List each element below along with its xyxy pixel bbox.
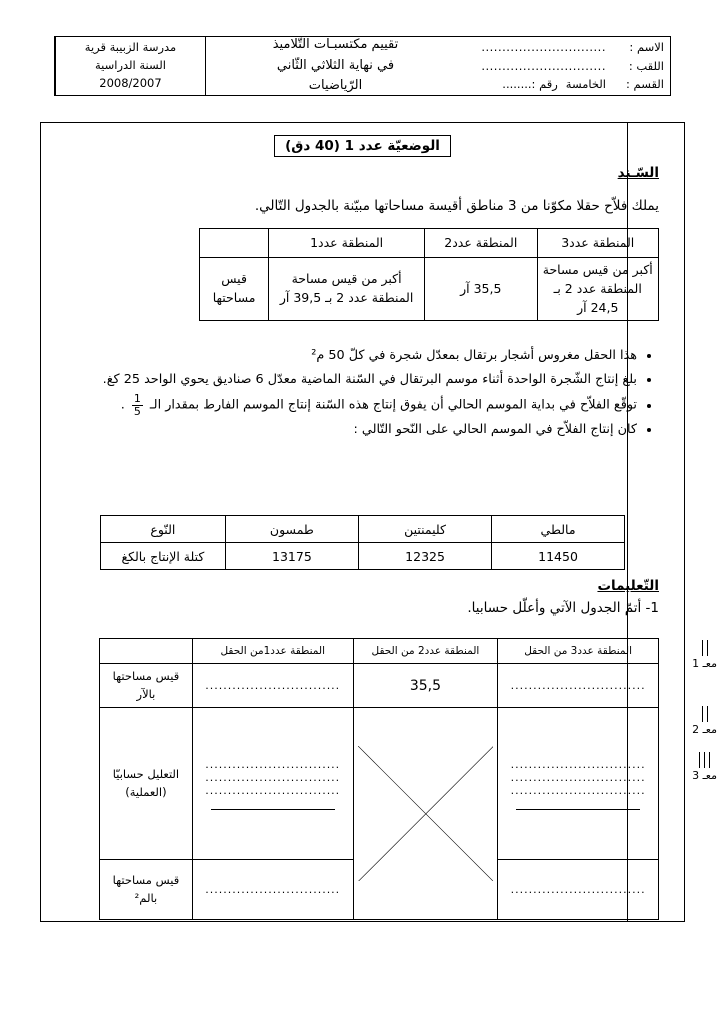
sanad-label: السّـند: [617, 165, 659, 181]
production-header-thomson: طمسون: [225, 516, 358, 543]
dots-placeholder: ..............................: [205, 883, 341, 896]
criterion-3-mark: [692, 752, 717, 782]
answer-r3-zone3[interactable]: [498, 860, 659, 920]
school-name: مدرسة الزبيبة قرية: [84, 40, 177, 55]
areas-header-1: المنطقة عدد1: [269, 229, 425, 258]
fraction-numerator: 1: [133, 392, 141, 405]
fact-4: كان إنتاج الفلاّح في الموسم الحالي على النّحو التّالي :: [353, 422, 637, 438]
fraction-one-fifth: [132, 393, 143, 417]
table-row: [200, 258, 659, 321]
situation-title: [0, 135, 725, 157]
list-item: [80, 369, 637, 391]
fact-1: هذا الحقل مغروس أشجار برتقال بمعدّل شجرة في كلّ 50 م²: [311, 348, 637, 363]
surname-label: اللقب :: [628, 58, 664, 73]
areas-row-label: قيس مساحتها: [200, 258, 269, 321]
answer-r1-label: قيس مساحتها بالآر: [100, 664, 193, 708]
class-value: الخامسة: [565, 77, 606, 92]
page-header: [54, 36, 671, 96]
areas-cell-1: أكبر من قيس مساحة المنطقة عدد 2 بـ 39,5 آر: [269, 258, 425, 321]
criterion-2-mark: [692, 706, 717, 736]
list-item: • توقّع الفلاّح في بداية الموسم الحالي أن يفوق إنتاج هذه السّنة إنتاج الموسم الفارط بمقدار الـ $\frac{1}{5}$ .: [80, 393, 637, 417]
production-header-type: النّوع: [101, 516, 226, 543]
answer-r2-zone1[interactable]: [192, 708, 353, 860]
production-value-clementine: 12325: [359, 543, 492, 570]
answer-header-zone1: المنطقة عدد1من الحقل: [192, 639, 353, 664]
name-label: الاسم :: [629, 40, 664, 55]
table-row: [101, 516, 625, 543]
criterion-1-label: معـ 1: [692, 657, 717, 670]
production-value-thomson: 13175: [225, 543, 358, 570]
dots-placeholder: ..............................: [510, 770, 646, 784]
areas-cell-2: 35,5 آر: [425, 258, 537, 321]
exam-title-line2: في نهاية الثلاثي الثّاني: [276, 57, 395, 73]
production-value-malti: 11450: [492, 543, 625, 570]
answer-header-zone2: المنطقة عدد2 من الحقل: [353, 639, 498, 664]
dots-placeholder: ..............................: [510, 783, 646, 797]
exam-title-line1: تقييم مكتسبـات التّلاميذ: [272, 36, 399, 52]
answer-header-zone3: المنطقة عدد3 من الحقل: [498, 639, 659, 664]
fraction-denominator: 5: [133, 404, 141, 418]
answer-r1-zone1[interactable]: [192, 664, 353, 708]
class-label: القسم :: [626, 77, 664, 92]
production-row-label: كتلة الإنتاج بالكغ: [101, 543, 226, 570]
number-label: رقم :: [531, 77, 558, 92]
list-item: [80, 419, 637, 441]
exam-title-line3: الرّياضيات: [308, 78, 363, 94]
number-value: ........: [502, 77, 532, 92]
areas-header-2: المنطقة عدد2: [425, 229, 537, 258]
criterion-2-bars: [702, 706, 708, 722]
school-year-value: 2008/2007: [99, 75, 162, 90]
fact-2: بلغ إنتاج الشّجرة الواحدة أثناء موسم البرتقال في السّنة الماضية معدّل 6 صناديق يحوي الواحد 25 كغ.: [102, 372, 637, 387]
answer-r1-zone3[interactable]: [498, 664, 659, 708]
school-block: [55, 37, 205, 95]
facts-list: [80, 345, 655, 443]
dots-placeholder: ..............................: [205, 770, 341, 784]
table-row: [100, 708, 659, 860]
task-1-text: 1- أتمّ الجدول الآتي وأعلّل حسابيا.: [467, 600, 659, 616]
dots-placeholder: ..............................: [205, 757, 341, 771]
answer-table: [99, 638, 659, 920]
dots-placeholder: ..............................: [205, 783, 341, 797]
answer-r1-zone2: 35,5: [353, 664, 498, 708]
criterion-1-mark: [692, 640, 717, 670]
dots-placeholder: ..............................: [510, 883, 646, 896]
table-row: [100, 664, 659, 708]
answer-r2-zone3[interactable]: [498, 708, 659, 860]
production-header-malti: مالطي: [492, 516, 625, 543]
answer-corner-cell: [100, 639, 193, 664]
situation-title-text: الوضعيّة عدد 1 (40 دق): [274, 135, 451, 157]
criterion-3-bars: [699, 752, 710, 768]
exam-title-block: [205, 37, 465, 95]
table-row: [100, 639, 659, 664]
dots-placeholder: ..............................: [510, 757, 646, 771]
criterion-1-bars: [702, 640, 708, 656]
answer-r2-label: التعليل حسابيّا (العملية): [100, 708, 193, 860]
areas-cell-3: أكبر من قيس مساحة المنطقة عدد 2 بـ 24,5 آر: [537, 258, 659, 321]
areas-header-3: المنطقة عدد3: [537, 229, 659, 258]
sanad-text: يملك فلاّح حقلا مكوّنا من 3 مناطق أقيسة مساحاتها مبيّنة بالجدول التّالي.: [254, 198, 659, 214]
criterion-2-label: معـ 2: [692, 723, 717, 736]
table-row: [101, 543, 625, 570]
production-header-clementine: كليمنتين: [359, 516, 492, 543]
student-identity-block: [465, 37, 670, 95]
dots-placeholder: ..............................: [510, 679, 646, 692]
answer-r3-zone1[interactable]: [192, 860, 353, 920]
answer-crossed-cell: [353, 708, 498, 920]
dots-placeholder: ..............................: [205, 679, 341, 692]
school-year-label: السنة الدراسية: [94, 58, 166, 73]
answer-r3-label: قيس مساحتها بالم²: [100, 860, 193, 920]
name-value: ..............................: [481, 40, 606, 55]
criterion-3-label: معـ 3: [692, 769, 717, 782]
areas-corner-cell: [200, 229, 269, 258]
instructions-label: التّعليمات: [597, 578, 659, 594]
list-item: [80, 345, 637, 367]
table-row: [200, 229, 659, 258]
surname-value: ..............................: [481, 58, 606, 73]
production-table: [100, 515, 625, 570]
areas-table: [199, 228, 659, 321]
